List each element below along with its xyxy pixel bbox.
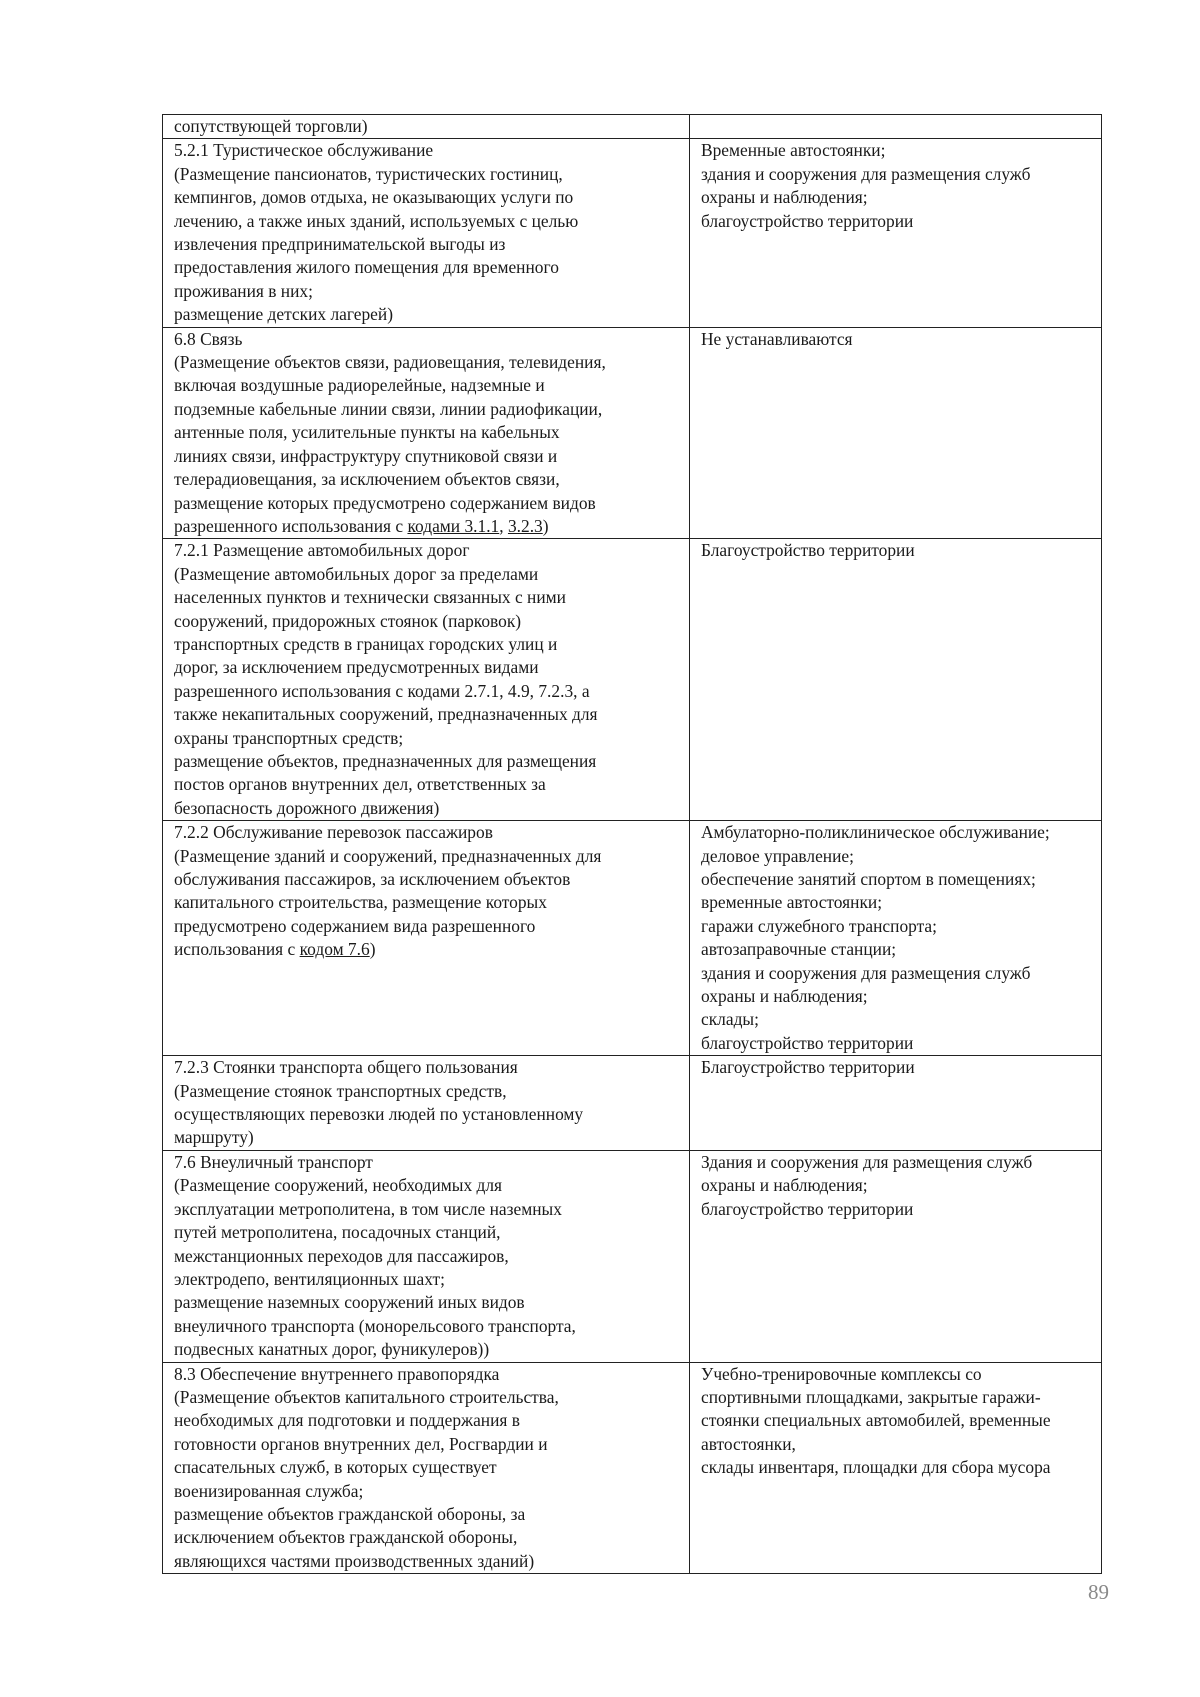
cell-text-line: охраны и наблюдения; (701, 1175, 868, 1196)
zoning-regulations-table (162, 114, 1102, 1574)
cell-text-line: кемпингов, домов отдыха, не оказывающих услуги по (174, 187, 574, 208)
reference-text: ) (369, 939, 376, 960)
auxiliary-use-cell (690, 821, 1102, 1056)
cell-text-line: размещение наземных сооружений иных видов (174, 1292, 525, 1313)
cell-text-line: включая воздушные радиорелейные, надземные и (174, 375, 545, 396)
cell-text-line: стоянки специальных автомобилей, временные (701, 1410, 1051, 1431)
code-reference-link[interactable]: кодами 3.1.1 (407, 515, 500, 536)
table-body (163, 115, 1102, 1574)
cell-text-line: спортивными площадками, закрытые гаражи- (701, 1386, 1041, 1407)
cell-text-line: размещение детских лагерей) (174, 304, 393, 325)
cell-text-line: линиях связи, инфраструктуру спутниковой связи и (174, 445, 558, 466)
table-row (163, 327, 1102, 539)
reference-text: , (499, 515, 508, 536)
cell-text-line: готовности органов внутренних дел, Росгвардии и (174, 1433, 548, 1454)
cell-text-line: деловое управление; (701, 845, 854, 866)
cell-text-line: телерадиовещания, за исключением объектов связи, (174, 469, 560, 490)
cell-text-line: внеуличного транспорта (монорельсового транспорта, (174, 1315, 576, 1336)
cell-text-line: (Размещение автомобильных дорог за пределами (174, 563, 539, 584)
cell-text-line: Здания и сооружения для размещения служб (701, 1151, 1033, 1172)
cell-text-line: антенные поля, усилительные пункты на кабельных (174, 422, 560, 443)
cell-text-line: Временные автостоянки; (701, 140, 886, 161)
cell-text-line: дорог, за исключением предусмотренных видами (174, 657, 539, 678)
cell-text-line: благоустройство территории (701, 1198, 914, 1219)
cell-text-line: размещение которых предусмотрено содержанием видов (174, 492, 596, 513)
cell-text-line: (Размещение зданий и сооружений, предназначенных для (174, 845, 602, 866)
cell-text-line: подземные кабельные линии связи, линии радиофикации, (174, 398, 603, 419)
cell-text-line: подвесных канатных дорог, фуникулеров)) (174, 1339, 490, 1360)
table-row (163, 139, 1102, 327)
table-row (163, 1150, 1102, 1362)
table-row (163, 1056, 1102, 1151)
table-row (163, 821, 1102, 1056)
cell-text-line: проживания в них; (174, 280, 313, 301)
cell-text-line: предусмотрено содержанием вида разрешенного (174, 915, 536, 936)
auxiliary-use-cell (690, 539, 1102, 821)
cell-text-line: охраны и наблюдения; (701, 187, 868, 208)
cell-text-line: охраны и наблюдения; (701, 986, 868, 1007)
cell-text-line: электродепо, вентиляционных шахт; (174, 1268, 445, 1289)
cell-text-line: сопутствующей торговли) (174, 116, 368, 136)
auxiliary-use-cell (690, 1362, 1102, 1574)
cell-text-line: 7.6 Внеуличный транспорт (174, 1151, 373, 1172)
cell-text-line: спасательных служб, в которых существует (174, 1457, 497, 1478)
cell-text-line: здания и сооружения для размещения служб (701, 962, 1031, 983)
cell-text-line: межстанционных переходов для пассажиров, (174, 1245, 509, 1266)
cell-text-line: капитального строительства, размещение которых (174, 892, 547, 913)
cell-text-line: осуществляющих перевозки людей по установленному (174, 1104, 584, 1125)
reference-text: разрешенного использования с (174, 515, 408, 536)
cell-text-line: (Размещение пансионатов, туристических гостиниц, (174, 163, 563, 184)
cell-text-line: постов органов внутренних дел, ответственных за (174, 774, 546, 795)
cell-text-line: размещение объектов гражданской обороны, за (174, 1503, 526, 1524)
cell-text-line: склады инвентаря, площадки для сбора мусора (701, 1457, 1051, 1478)
cell-text-line: 5.2.1 Туристическое обслуживание (174, 140, 434, 161)
cell-text-line: здания и сооружения для размещения служб (701, 163, 1031, 184)
cell-text-line: (Размещение объектов капитального строительства, (174, 1386, 559, 1407)
cell-text-line: Благоустройство территории (701, 1057, 915, 1078)
cell-text-line: путей метрополитена, посадочных станций, (174, 1222, 501, 1243)
cell-text-line: маршруту) (174, 1127, 254, 1148)
cell-text-line: эксплуатации метрополитена, в том числе наземных (174, 1198, 562, 1219)
cell-text-line: Не устанавливаются (701, 328, 853, 349)
permitted-use-cell (163, 539, 690, 821)
cell-text-line (174, 938, 683, 961)
cell-text-line: 7.2.3 Стоянки транспорта общего пользования (174, 1057, 518, 1078)
cell-text-line: сооружений, придорожных стоянок (парковок) (174, 610, 522, 631)
permitted-use-cell (163, 327, 690, 539)
cell-text-line: размещение объектов, предназначенных для размещения (174, 750, 597, 771)
cell-text-line: охраны транспортных средств; (174, 727, 404, 748)
permitted-use-cell (163, 1056, 690, 1151)
cell-text-line: 7.2.1 Размещение автомобильных дорог (174, 540, 470, 561)
cell-text-line: Учебно-тренировочные комплексы со (701, 1363, 982, 1384)
table-row (163, 539, 1102, 821)
cell-text-line: склады; (701, 1009, 759, 1030)
cell-text-line: обеспечение занятий спортом в помещениях; (701, 869, 1036, 889)
permitted-use-cell (163, 1150, 690, 1362)
cell-text-line: Благоустройство территории (701, 540, 915, 561)
cell-text-line: Амбулаторно-поликлиническое обслуживание; (701, 822, 1050, 843)
auxiliary-use-cell (690, 1150, 1102, 1362)
permitted-use-cell (163, 139, 690, 327)
cell-text-line: временные автостоянки; (701, 892, 883, 913)
cell-text-line: военизированная служба; (174, 1480, 364, 1501)
table-row (163, 1362, 1102, 1574)
cell-text-line: предоставления жилого помещения для временного (174, 257, 559, 278)
cell-text-line: безопасность дорожного движения) (174, 797, 440, 818)
cell-text-line: (Размещение объектов связи, радиовещания, телевидения, (174, 352, 606, 373)
cell-text-line (174, 515, 683, 538)
cell-text-line: благоустройство территории (701, 1032, 914, 1053)
cell-text-line: 8.3 Обеспечение внутреннего правопорядка (174, 1363, 500, 1384)
table-row (163, 115, 1102, 139)
auxiliary-use-cell (690, 1056, 1102, 1151)
cell-text-line: извлечения предпринимательской выгоды из (174, 234, 506, 255)
cell-text-line: гаражи служебного транспорта; (701, 915, 937, 936)
cell-text-line: разрешенного использования с кодами 2.7.1, 4.9, 7.2.3, а (174, 680, 590, 701)
cell-text-line: (Размещение сооружений, необходимых для (174, 1175, 503, 1196)
cell-text-line: исключением объектов гражданской обороны, (174, 1527, 518, 1548)
permitted-use-cell (163, 821, 690, 1056)
reference-text: использования с (174, 939, 300, 960)
page-number: 89 (1088, 1580, 1109, 1604)
cell-text-line: автозаправочные станции; (701, 939, 897, 960)
auxiliary-use-cell (690, 115, 1102, 139)
cell-text-line: 7.2.2 Обслуживание перевозок пассажиров (174, 822, 493, 843)
cell-text-line: обслуживания пассажиров, за исключением объектов (174, 869, 571, 889)
auxiliary-use-cell (690, 139, 1102, 327)
cell-text-line: 6.8 Связь (174, 328, 243, 349)
cell-text-line: необходимых для подготовки и поддержания в (174, 1410, 520, 1431)
cell-text-line: лечению, а также иных зданий, используемых с целью (174, 210, 579, 231)
cell-text-line: являющихся частями производственных зданий) (174, 1550, 535, 1571)
permitted-use-cell (163, 115, 690, 139)
auxiliary-use-cell (690, 327, 1102, 539)
cell-text-line: также некапитальных сооружений, предназначенных для (174, 704, 598, 725)
cell-text-line: автостоянки, (701, 1433, 796, 1454)
cell-text-line: благоустройство территории (701, 210, 914, 231)
cell-text-line: транспортных средств в границах городских улиц и (174, 633, 558, 654)
cell-text-line: населенных пунктов и технически связанных с ними (174, 587, 566, 608)
code-reference-link[interactable]: 3.2.3 (507, 515, 543, 536)
cell-text-line: (Размещение стоянок транспортных средств, (174, 1080, 507, 1101)
permitted-use-cell (163, 1362, 690, 1574)
code-reference-link[interactable]: кодом 7.6 (299, 939, 370, 960)
reference-text: ) (542, 515, 549, 536)
